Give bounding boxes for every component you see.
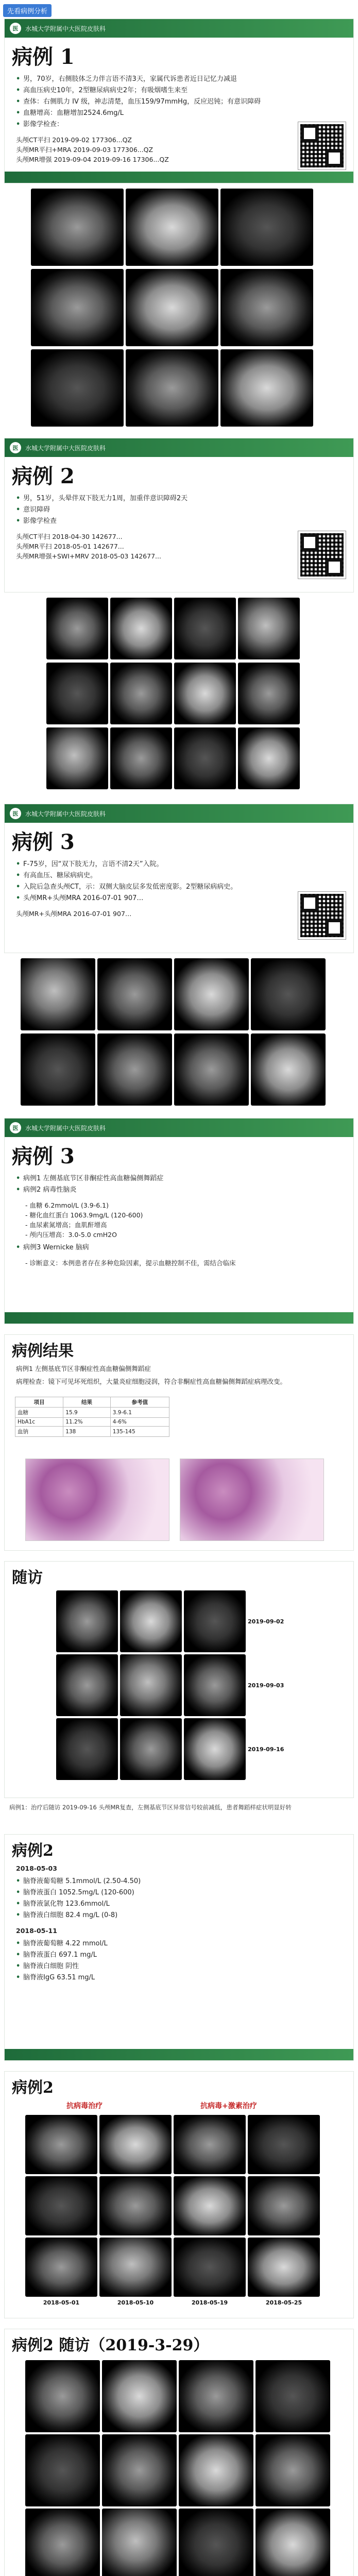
table-cell: 138 bbox=[63, 1427, 110, 1437]
slide-footer bbox=[5, 1312, 353, 1324]
scan-strip-3 bbox=[31, 349, 313, 427]
mri-scan-image bbox=[174, 598, 236, 659]
slide-header bbox=[5, 19, 353, 38]
mri-scan-image bbox=[102, 2360, 177, 2432]
lab-date: 2018-05-11 bbox=[16, 1927, 57, 1935]
labs-1 bbox=[5, 1874, 353, 1925]
mri-scan-image bbox=[46, 727, 108, 789]
exam-line: 头颅MR增强 2019-09-04 2019-09-16 17306...QZ bbox=[16, 156, 169, 163]
slide-footer bbox=[5, 172, 353, 183]
bullet: • 脑脊液白细胞 阴性 bbox=[16, 1961, 342, 1972]
scan-strip-6 bbox=[46, 727, 300, 789]
slide-title: 病例2 bbox=[12, 1842, 54, 1860]
followup-caption: 病例1：治疗后随访 2019-09-16 头颅MR复查，左侧基底节区异常信号较前减低，患者舞蹈样症状明显好转 bbox=[9, 1804, 292, 1811]
scan-strip-5 bbox=[46, 663, 300, 724]
exam-line: 头颅MR平扫 2018-05-01 142677... bbox=[16, 543, 124, 550]
mri-scan-image bbox=[25, 2176, 97, 2235]
bullet: • 脑脊液白细胞 82.4 mg/L (0-8) bbox=[16, 1910, 342, 1921]
top-tag: 先看病例分析 bbox=[3, 4, 52, 17]
bullet: • 病例2 病毒性脑炎 bbox=[16, 1185, 342, 1195]
mri-scan-image bbox=[248, 2115, 320, 2174]
exam-line: 头颅MR增强+SWI+MRV 2018-05-03 142677... bbox=[16, 552, 161, 560]
followup2-scans bbox=[25, 2360, 334, 2576]
detail-line: - 颅内压增高：3.0-5.0 cmH2O bbox=[25, 1231, 117, 1239]
bullet: • 脑脊液蛋白 1052.5mg/L (120-600) bbox=[16, 1888, 342, 1898]
mri-scan-image bbox=[238, 598, 300, 659]
mri-scan-image bbox=[110, 663, 172, 724]
mri-scan-image bbox=[25, 2360, 100, 2432]
mri-scan-image bbox=[174, 2115, 246, 2174]
table-cell: 3.9-6.1 bbox=[110, 1408, 169, 1418]
mri-scan-image bbox=[184, 1654, 246, 1716]
bullet: • 脑脊液葡萄糖 4.22 mmol/L bbox=[16, 1939, 342, 1949]
mri-scan-image bbox=[126, 269, 218, 346]
findings-line: 病例1 左侧基底节区非酮症性高血糖偏侧舞蹈症 bbox=[16, 1365, 151, 1372]
mri-scan-image bbox=[255, 2509, 330, 2576]
table-cell: HbA1c bbox=[15, 1418, 63, 1427]
bullet: • F-75岁，因“双下肢无力，言语不清2天”入院。 bbox=[16, 859, 286, 870]
mri-scan-image bbox=[174, 727, 236, 789]
slide-case-3 bbox=[4, 804, 354, 953]
bullet: • 脑脊液蛋白 697.1 mg/L bbox=[16, 1950, 342, 1960]
mri-scan-image bbox=[46, 598, 108, 659]
mri-scan-image bbox=[25, 2434, 100, 2506]
mri-scan-image bbox=[251, 958, 326, 1030]
bullet: • 头颅MR+头颅MRA 2016-07-01 907… bbox=[16, 893, 286, 904]
mri-scan-image bbox=[99, 2176, 172, 2235]
detail-line: - 血糖 6.2mmol/L (3.9-6.1) bbox=[25, 1201, 109, 1209]
scan-strip-8 bbox=[21, 1033, 326, 1106]
mri-scan-image bbox=[120, 1718, 182, 1780]
table-cell: 135-145 bbox=[110, 1427, 169, 1437]
org-name: 水城大学附属中大医院皮肤科 bbox=[25, 1124, 106, 1132]
mri-scan-image bbox=[120, 1590, 182, 1652]
mri-scan-image bbox=[31, 349, 124, 427]
mri-scan-image bbox=[102, 2434, 177, 2506]
scan-date: 2019-09-02 bbox=[248, 1618, 284, 1625]
pathology-image bbox=[25, 1459, 169, 1541]
slide-footer bbox=[5, 2049, 353, 2060]
org-name: 水城大学附属中大医院皮肤科 bbox=[25, 444, 106, 452]
mri-scan-image bbox=[174, 663, 236, 724]
mri-scan-image bbox=[126, 349, 218, 427]
mri-scan-image bbox=[99, 2115, 172, 2174]
table-header: 参考值 bbox=[110, 1397, 169, 1408]
mri-scan-image bbox=[46, 663, 108, 724]
slide-title: 病例 3 bbox=[12, 1144, 75, 1168]
bullet: • 高血压病史10年，2型糖尿病病史2年；有吸烟嗜生来至 bbox=[16, 86, 342, 96]
slide-findings bbox=[4, 1334, 354, 1551]
slide-header bbox=[5, 438, 353, 457]
mri-scan-image bbox=[126, 189, 218, 266]
diagnosis-details-2 bbox=[5, 1257, 353, 1269]
lab-table bbox=[15, 1397, 169, 1437]
table-row bbox=[15, 1418, 169, 1427]
mri-scan-image bbox=[220, 269, 313, 346]
exam-line: 头颅MR+头颅MRA 2016-07-01 907… bbox=[16, 910, 132, 918]
bullet: • 入院后急查头颅CT，示：双侧大脑皮层多发低密度影。2型糖尿病病史。 bbox=[16, 882, 286, 892]
slide-title: 病例2 bbox=[12, 2079, 54, 2097]
followup-scans bbox=[56, 1590, 284, 1780]
mri-scan-image bbox=[238, 727, 300, 789]
scan-date: 2018-05-25 bbox=[265, 2299, 302, 2306]
table-row bbox=[15, 1397, 169, 1408]
scan-strip-1 bbox=[31, 189, 313, 266]
bullet: • 脑脊液氯化物 123.6mmol/L bbox=[16, 1899, 342, 1909]
slide-title: 病例 3 bbox=[12, 830, 75, 854]
bullet: • 病例3 Wernicke 脑病 bbox=[16, 1243, 342, 1253]
mri-scan-image bbox=[255, 2434, 330, 2506]
slide-header bbox=[5, 804, 353, 823]
mri-scan-image bbox=[25, 2509, 100, 2576]
slide-diagnosis bbox=[4, 1118, 354, 1324]
slide-title: 病例 1 bbox=[12, 45, 75, 69]
diagnosis-details bbox=[5, 1199, 353, 1241]
bullet: • 男，51岁，头晕伴双下肢无力1周，加重伴意识障碍2天 bbox=[16, 494, 342, 504]
hospital-logo-icon: 医 bbox=[10, 23, 21, 34]
mri-scan-image bbox=[25, 2238, 97, 2297]
mri-scan-image bbox=[21, 1033, 95, 1106]
table-cell: 11.2% bbox=[63, 1418, 110, 1427]
table-cell: 血钠 bbox=[15, 1427, 63, 1437]
mri-scan-image bbox=[179, 2509, 253, 2576]
detail-line: - 血尿素氮增高；血肌酐增高 bbox=[25, 1221, 107, 1229]
bullet: • 男，70岁，右侧肢体乏力伴言语不清3天，家属代诉患者近日记忆力减退 bbox=[16, 74, 342, 84]
labs-block-2 bbox=[5, 1925, 353, 1937]
lab-date: 2018-05-03 bbox=[16, 1865, 57, 1872]
slide-header bbox=[5, 1118, 353, 1137]
bullet: • 脑脊液IgG 63.51 mg/L bbox=[16, 1973, 342, 1983]
column-header: 抗病毒治疗 bbox=[66, 2102, 103, 2110]
mri-scan-image bbox=[174, 2176, 246, 2235]
mri-scan-image bbox=[174, 2238, 246, 2297]
mri-scan-image bbox=[184, 1590, 246, 1652]
column-header: 抗病毒+激素治疗 bbox=[200, 2102, 257, 2110]
hospital-logo-icon: 医 bbox=[10, 442, 21, 453]
slide-case-1 bbox=[4, 19, 354, 183]
bullet: • 影像学检查： bbox=[16, 120, 342, 130]
mri-scan-image bbox=[120, 1654, 182, 1716]
mri-scan-image bbox=[238, 663, 300, 724]
mri-scan-image bbox=[31, 269, 124, 346]
detail-line: - 糖化血红蛋白 1063.9mg/L (120-600) bbox=[25, 1211, 143, 1219]
exam-line: 头颅CT平扫 2019-09-02 177306...QZ bbox=[16, 136, 132, 144]
mri-scan-image bbox=[179, 2434, 253, 2506]
mri-scan-image bbox=[97, 1033, 172, 1106]
labs-2 bbox=[5, 1937, 353, 1987]
scan-strip-4 bbox=[46, 598, 300, 659]
slide-title: 病例 2 bbox=[12, 464, 75, 488]
mri-scan-image bbox=[255, 2360, 330, 2432]
mri-scan-image bbox=[110, 598, 172, 659]
slide-followup-2 bbox=[4, 2329, 354, 2576]
table-row bbox=[15, 1408, 169, 1418]
mri-scan-image bbox=[174, 958, 249, 1030]
mri-scan-image bbox=[31, 189, 124, 266]
diagnosis-bullets bbox=[5, 1172, 353, 1199]
mri-scan-image bbox=[110, 727, 172, 789]
diagnosis-bullets-2 bbox=[5, 1241, 353, 1257]
mri-scan-image bbox=[174, 1033, 249, 1106]
bullet: • 有高血压、糖尿病病史。 bbox=[16, 871, 286, 881]
slide-followup bbox=[4, 1561, 354, 1798]
table-cell: 4-6% bbox=[110, 1418, 169, 1427]
mri-scan-image bbox=[25, 2115, 97, 2174]
pathology-image bbox=[180, 1459, 324, 1541]
slide-title: 随访 bbox=[12, 1569, 43, 1587]
findings-text bbox=[5, 1363, 353, 1387]
slide-title: 病例结果 bbox=[12, 1342, 74, 1360]
scan-date: 2018-05-19 bbox=[191, 2299, 228, 2306]
mri-scan-image bbox=[102, 2509, 177, 2576]
table-row bbox=[15, 1427, 169, 1437]
findings-note: 病理检查：镜下可见坏死组织，大量炎症细胞浸润，符合非酮症性高血糖偏侧舞蹈症病理改变。 bbox=[16, 1378, 287, 1385]
table-cell: 血糖 bbox=[15, 1408, 63, 1418]
scan-date: 2018-05-01 bbox=[43, 2299, 80, 2306]
detail-line: - 诊断意义：本例患者存在多种危险因素，提示血糖控制不佳，需结合临床 bbox=[25, 1259, 236, 1267]
mri-scan-image bbox=[56, 1718, 118, 1780]
mri-scan-image bbox=[179, 2360, 253, 2432]
bullet: • 脑脊液葡萄糖 5.1mmol/L (2.50-4.50) bbox=[16, 1876, 342, 1887]
org-name: 水城大学附属中大医院皮肤科 bbox=[25, 810, 106, 818]
mri-scan-image bbox=[56, 1654, 118, 1716]
mri-scan-image bbox=[220, 349, 313, 427]
treatment-dates bbox=[25, 2299, 320, 2306]
mri-scan-image bbox=[184, 1718, 246, 1780]
mri-scan-image bbox=[251, 1033, 326, 1106]
mri-scan-image bbox=[97, 958, 172, 1030]
case-2-bullets bbox=[5, 492, 353, 531]
scan-date: 2019-09-03 bbox=[248, 1682, 284, 1689]
table-header: 结果 bbox=[63, 1397, 110, 1408]
org-name: 水城大学附属中大医院皮肤科 bbox=[25, 25, 106, 32]
slide-case-2-labs bbox=[4, 1834, 354, 2061]
labs-block bbox=[5, 1862, 353, 1874]
mri-scan-image bbox=[248, 2176, 320, 2235]
mri-scan-image bbox=[56, 1590, 118, 1652]
scan-date: 2018-05-10 bbox=[117, 2299, 154, 2306]
hospital-logo-icon: 医 bbox=[10, 808, 21, 819]
scan-strip-7 bbox=[21, 958, 326, 1030]
qr-code-icon bbox=[298, 892, 346, 939]
hospital-logo-icon: 医 bbox=[10, 1122, 21, 1133]
mri-scan-image bbox=[248, 2238, 320, 2297]
mri-scan-image bbox=[220, 189, 313, 266]
slide-title: 病例2 随访（2019-3-29） bbox=[12, 2336, 209, 2354]
scan-strip-2 bbox=[31, 269, 313, 346]
slide-case-2 bbox=[4, 438, 354, 592]
bullet: • 查体：右侧肌力 IV 级，神志清楚，血压159/97mmHg，反应迟钝；有意识障碍 bbox=[16, 97, 342, 107]
mri-scan-image bbox=[21, 958, 95, 1030]
qr-code-icon bbox=[298, 122, 346, 170]
treatment-scans bbox=[25, 2115, 334, 2297]
exam-line: 头颅CT平扫 2018-04-30 142677... bbox=[16, 533, 123, 540]
scan-date: 2019-09-16 bbox=[248, 1745, 284, 1753]
slide-treatment bbox=[4, 2071, 354, 2318]
table-header: 项目 bbox=[15, 1397, 63, 1408]
bullet: • 意识障碍 bbox=[16, 505, 342, 515]
exam-line: 头颅MR平扫+MRA 2019-09-03 177306...QZ bbox=[16, 146, 154, 154]
bullet: • 血糖增高：血糖增加2524.6mg/L bbox=[16, 108, 342, 118]
mri-scan-image bbox=[99, 2238, 172, 2297]
bullet: • 病例1 左侧基底节区非酮症性高血糖偏侧舞蹈症 bbox=[16, 1174, 342, 1184]
table-cell: 15.9 bbox=[63, 1408, 110, 1418]
qr-code-icon bbox=[298, 531, 346, 579]
bullet: • 影像学检查 bbox=[16, 516, 342, 527]
